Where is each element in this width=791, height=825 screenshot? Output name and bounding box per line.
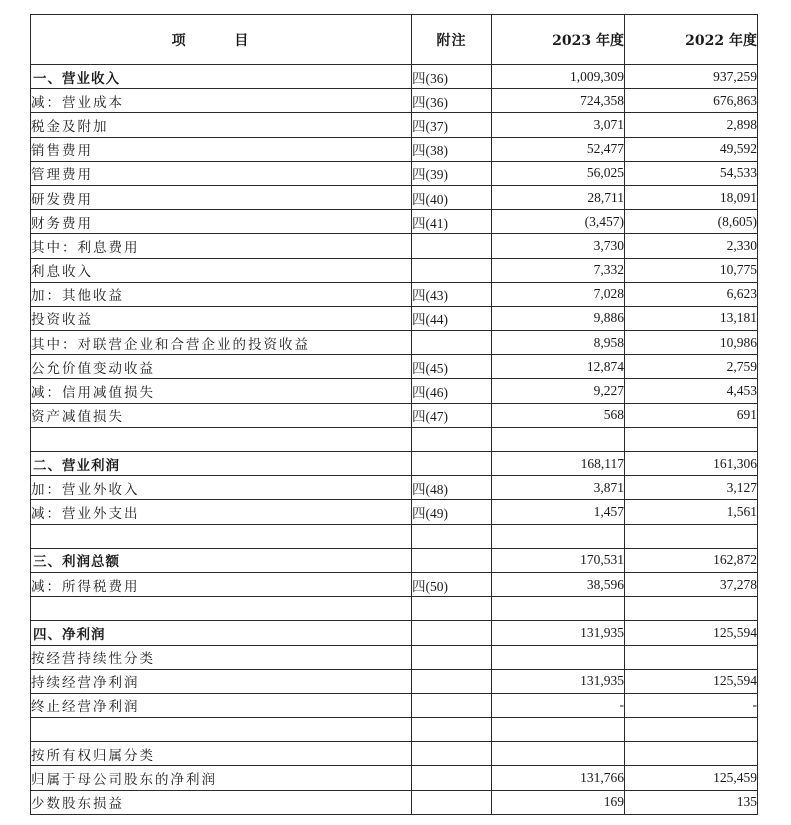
table-row [31,89,758,113]
row-value-2022: 2,330 [625,234,758,258]
table-row [31,645,758,669]
row-value-2022: 4,453 [625,379,758,403]
row-value-2022: 162,872 [625,548,758,572]
row-value-2022: (8,605) [625,210,758,234]
table-row [31,331,758,355]
row-label: 其中：利息费用 [31,234,412,258]
row-label: 减：营业成本 [31,89,412,113]
row-note [412,548,492,572]
row-label [31,524,412,548]
row-value-2023 [492,524,625,548]
row-value-2023: 9,886 [492,306,625,330]
row-note: 四(50) [412,572,492,596]
row-note: 四(38) [412,137,492,161]
row-value-2022 [625,718,758,742]
row-label: 少数股东损益 [31,790,412,814]
table-row [31,597,758,621]
row-value-2023: 724,358 [492,89,625,113]
row-label: 销售费用 [31,137,412,161]
row-note: 四(36) [412,89,492,113]
row-note: 四(47) [412,403,492,427]
row-note [412,742,492,766]
row-value-2023: 1,009,309 [492,65,625,89]
row-value-2023: 28,711 [492,185,625,209]
row-label: 二、营业利润 [31,452,412,476]
row-note [412,718,492,742]
row-value-2023: 7,332 [492,258,625,282]
row-note: 四(39) [412,161,492,185]
row-label: 税金及附加 [31,113,412,137]
table-row [31,693,758,717]
table-row [31,210,758,234]
row-value-2022 [625,597,758,621]
row-value-2023: 3,730 [492,234,625,258]
row-value-2022: 6,623 [625,282,758,306]
row-value-2023: 8,958 [492,331,625,355]
row-value-2022: 937,259 [625,65,758,89]
row-value-2022 [625,524,758,548]
table-row [31,621,758,645]
row-note: 四(46) [412,379,492,403]
table-row [31,718,758,742]
row-label: 利息收入 [31,258,412,282]
table-row [31,548,758,572]
row-value-2022: 2,898 [625,113,758,137]
row-value-2023: 1,457 [492,500,625,524]
row-value-2023: - [492,693,625,717]
row-value-2023: 170,531 [492,548,625,572]
row-label: 管理费用 [31,161,412,185]
header-year-2023: 2023 年度 [492,15,625,65]
row-label: 资产减值损失 [31,403,412,427]
row-label: 研发费用 [31,185,412,209]
table-row [31,185,758,209]
row-value-2022: 676,863 [625,89,758,113]
row-label [31,427,412,451]
table-row [31,452,758,476]
row-value-2022: 161,306 [625,452,758,476]
row-note: 四(43) [412,282,492,306]
row-value-2023: (3,457) [492,210,625,234]
row-note [412,766,492,790]
table-row [31,113,758,137]
row-value-2023 [492,597,625,621]
row-value-2023: 56,025 [492,161,625,185]
row-label: 减：所得税费用 [31,572,412,596]
table-row [31,234,758,258]
table-row [31,65,758,89]
row-note: 四(44) [412,306,492,330]
row-value-2022: 125,594 [625,621,758,645]
row-label: 其中：对联营企业和合营企业的投资收益 [31,331,412,355]
row-label: 加：营业外收入 [31,476,412,500]
header-item: 项 目 [31,15,412,65]
row-note [412,524,492,548]
row-label: 一、营业收入 [31,65,412,89]
row-value-2022: 125,594 [625,669,758,693]
row-note: 四(41) [412,210,492,234]
table-row [31,524,758,548]
row-note: 四(36) [412,65,492,89]
row-note [412,258,492,282]
table-row [31,790,758,814]
row-value-2023: 168,117 [492,452,625,476]
table-row [31,427,758,451]
row-value-2022: 10,986 [625,331,758,355]
table-row [31,379,758,403]
row-value-2023: 169 [492,790,625,814]
row-note: 四(45) [412,355,492,379]
table-row [31,572,758,596]
income-statement-table [30,14,758,815]
row-value-2023: 131,935 [492,621,625,645]
table-row [31,282,758,306]
row-label: 按经营持续性分类 [31,645,412,669]
row-value-2022: 37,278 [625,572,758,596]
row-label: 投资收益 [31,306,412,330]
row-note [412,452,492,476]
row-label: 按所有权归属分类 [31,742,412,766]
row-label: 四、净利润 [31,621,412,645]
row-value-2023: 9,227 [492,379,625,403]
row-value-2022: 18,091 [625,185,758,209]
row-value-2023 [492,742,625,766]
row-note [412,645,492,669]
table-row [31,306,758,330]
row-note [412,790,492,814]
row-value-2023: 38,596 [492,572,625,596]
row-value-2022: 125,459 [625,766,758,790]
row-value-2023: 568 [492,403,625,427]
table-row [31,476,758,500]
row-value-2023: 52,477 [492,137,625,161]
header-note: 附注 [412,15,492,65]
table-row [31,161,758,185]
row-note: 四(40) [412,185,492,209]
row-label [31,597,412,621]
row-value-2022: 135 [625,790,758,814]
table-row [31,742,758,766]
row-value-2022 [625,742,758,766]
table-row [31,258,758,282]
table-row [31,355,758,379]
row-label [31,718,412,742]
table-row [31,669,758,693]
row-value-2023: 3,871 [492,476,625,500]
row-note: 四(37) [412,113,492,137]
row-value-2022: 1,561 [625,500,758,524]
row-value-2023: 131,766 [492,766,625,790]
row-value-2023 [492,645,625,669]
header-year-2022: 2022 年度 [625,15,758,65]
table-header-row [31,15,758,65]
row-value-2022: 13,181 [625,306,758,330]
row-value-2023 [492,718,625,742]
row-value-2023: 12,874 [492,355,625,379]
row-value-2023: 131,935 [492,669,625,693]
row-note [412,693,492,717]
row-value-2022: 691 [625,403,758,427]
row-value-2022 [625,645,758,669]
row-value-2023 [492,427,625,451]
row-note [412,331,492,355]
row-note: 四(49) [412,500,492,524]
row-value-2023: 3,071 [492,113,625,137]
row-label: 终止经营净利润 [31,693,412,717]
row-value-2022: 2,759 [625,355,758,379]
row-note: 四(48) [412,476,492,500]
row-note [412,621,492,645]
row-value-2022: 10,775 [625,258,758,282]
row-label: 归属于母公司股东的净利润 [31,766,412,790]
row-label: 财务费用 [31,210,412,234]
table-row [31,403,758,427]
row-value-2022: 3,127 [625,476,758,500]
row-label: 公允价值变动收益 [31,355,412,379]
row-note [412,234,492,258]
table-row [31,500,758,524]
row-note [412,669,492,693]
row-label: 减：信用减值损失 [31,379,412,403]
row-label: 三、利润总额 [31,548,412,572]
row-value-2022: - [625,693,758,717]
row-value-2023: 7,028 [492,282,625,306]
row-value-2022: 49,592 [625,137,758,161]
row-note [412,427,492,451]
row-label: 持续经营净利润 [31,669,412,693]
table-body [31,65,758,815]
table-row [31,137,758,161]
row-label: 减：营业外支出 [31,500,412,524]
row-value-2022: 54,533 [625,161,758,185]
row-value-2022 [625,427,758,451]
table-row [31,766,758,790]
row-label: 加：其他收益 [31,282,412,306]
row-note [412,597,492,621]
